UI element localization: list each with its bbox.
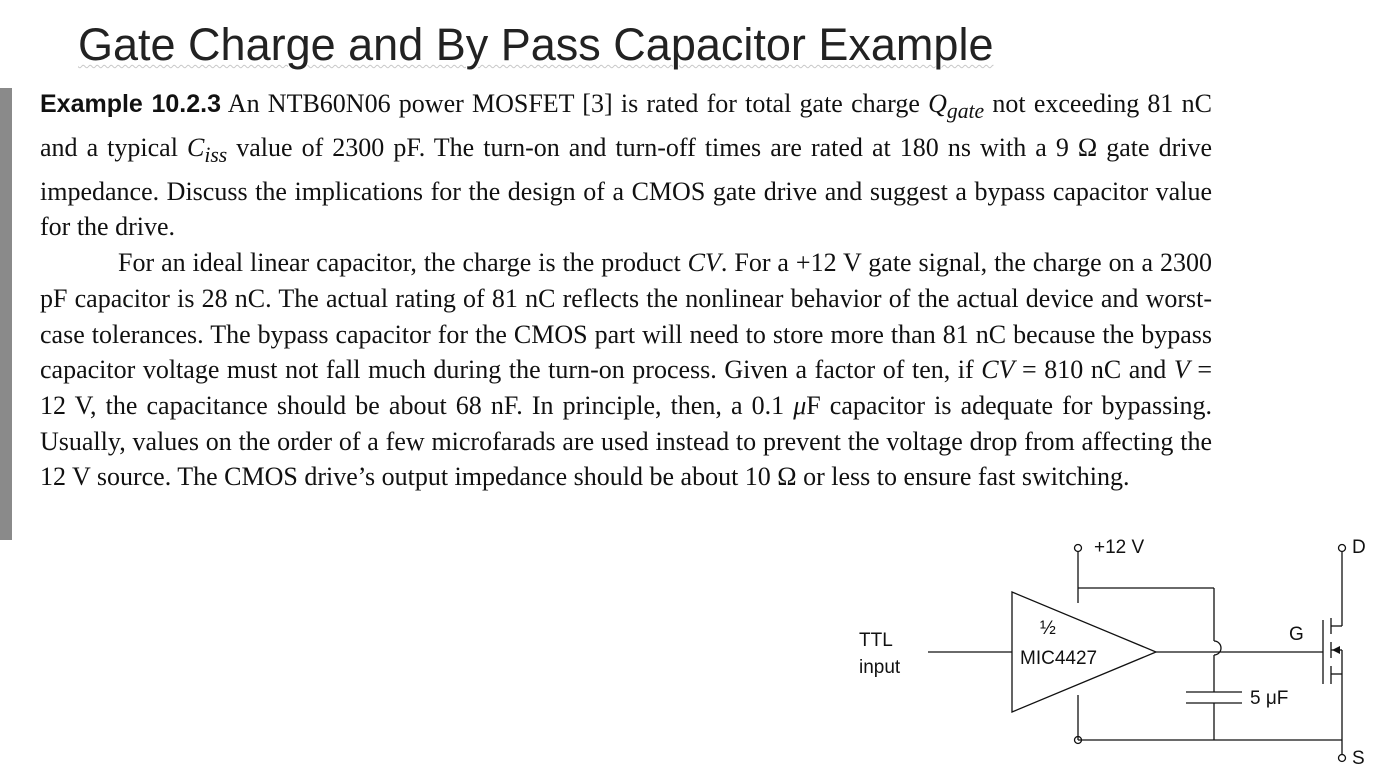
ttl-input-label-line1: TTL: [859, 630, 893, 651]
capacitor-label: 5 μF: [1250, 688, 1289, 709]
p2-text-a: For an ideal linear capacitor, the charge is the product: [118, 248, 688, 278]
p1-text-c: value of 2300 pF. The turn-on and turn-off times are rated at 180 ns with a 9 Ω gate drive impedance. Discuss the implications for the design of a CMOS gate drive and suggest a bypass capacitor value for the drive.: [40, 132, 1212, 242]
gate-drive-circuit-diagram: [840, 528, 1380, 773]
q-gate-subscript: gate: [946, 99, 985, 124]
supply-terminal: [1075, 545, 1082, 552]
p1-text-b: not exceeding 81 nC and a typical: [40, 89, 1212, 162]
c-iss-symbol: C: [186, 132, 205, 162]
drain-terminal: [1339, 545, 1346, 552]
drain-label: D: [1352, 537, 1366, 558]
p1-text-a: An NTB60N06 power MOSFET [3] is rated for total gate charge: [221, 89, 929, 118]
example-paragraph-1: [40, 86, 1212, 245]
p2-text-d: = 12 V, the capacitance should be about 68 nF. In principle, then, a 0.1: [40, 355, 1212, 420]
driver-part-label: MIC4427: [1020, 648, 1098, 669]
q-gate-symbol: Q: [928, 89, 947, 118]
cv-symbol-2: CV: [981, 355, 1015, 385]
wire-crossover: [1214, 641, 1221, 655]
c-iss-subscript: iss: [204, 143, 228, 168]
example-label: Example 10.2.3: [40, 90, 222, 118]
p2-text-c: = 810 nC and: [1014, 355, 1174, 385]
example-paragraph-2: [40, 245, 1212, 495]
supply-label: +12 V: [1094, 537, 1145, 558]
cv-symbol: CV: [687, 248, 721, 278]
example-text-block: [40, 86, 1212, 495]
source-label: S: [1352, 748, 1365, 769]
v-symbol: V: [1173, 355, 1190, 385]
p2-text-b: . For a +12 V gate signal, the charge on a 2300 pF capacitor is 28 nC. The actual rating of 81 nC reflects the nonlinear behavior of the actual device and worst-case tolerances. The bypass capacitor for the CMOS part will need to store more than 81 nC because the bypass capacitor voltage must not fall much during the turn-on process. Given a factor of ten, if: [40, 248, 1212, 385]
ttl-input-label-line2: input: [859, 657, 901, 678]
mu-symbol: μ: [793, 391, 807, 420]
source-terminal: [1339, 755, 1346, 762]
left-accent-bar: [0, 88, 12, 540]
gate-label: G: [1289, 624, 1304, 645]
driver-fraction-label: ½: [1040, 618, 1056, 639]
body-arrow: [1332, 646, 1340, 654]
p2-text-e: F capacitor is adequate for bypassing. Usually, values on the order of a few microfarads are used instead to prevent the voltage drop from affecting the 12 V source. The CMOS drive’s output impedance should be about 10 Ω or less to ensure fast switching.: [40, 391, 1212, 492]
slide-title: Gate Charge and By Pass Capacitor Example: [78, 19, 994, 70]
